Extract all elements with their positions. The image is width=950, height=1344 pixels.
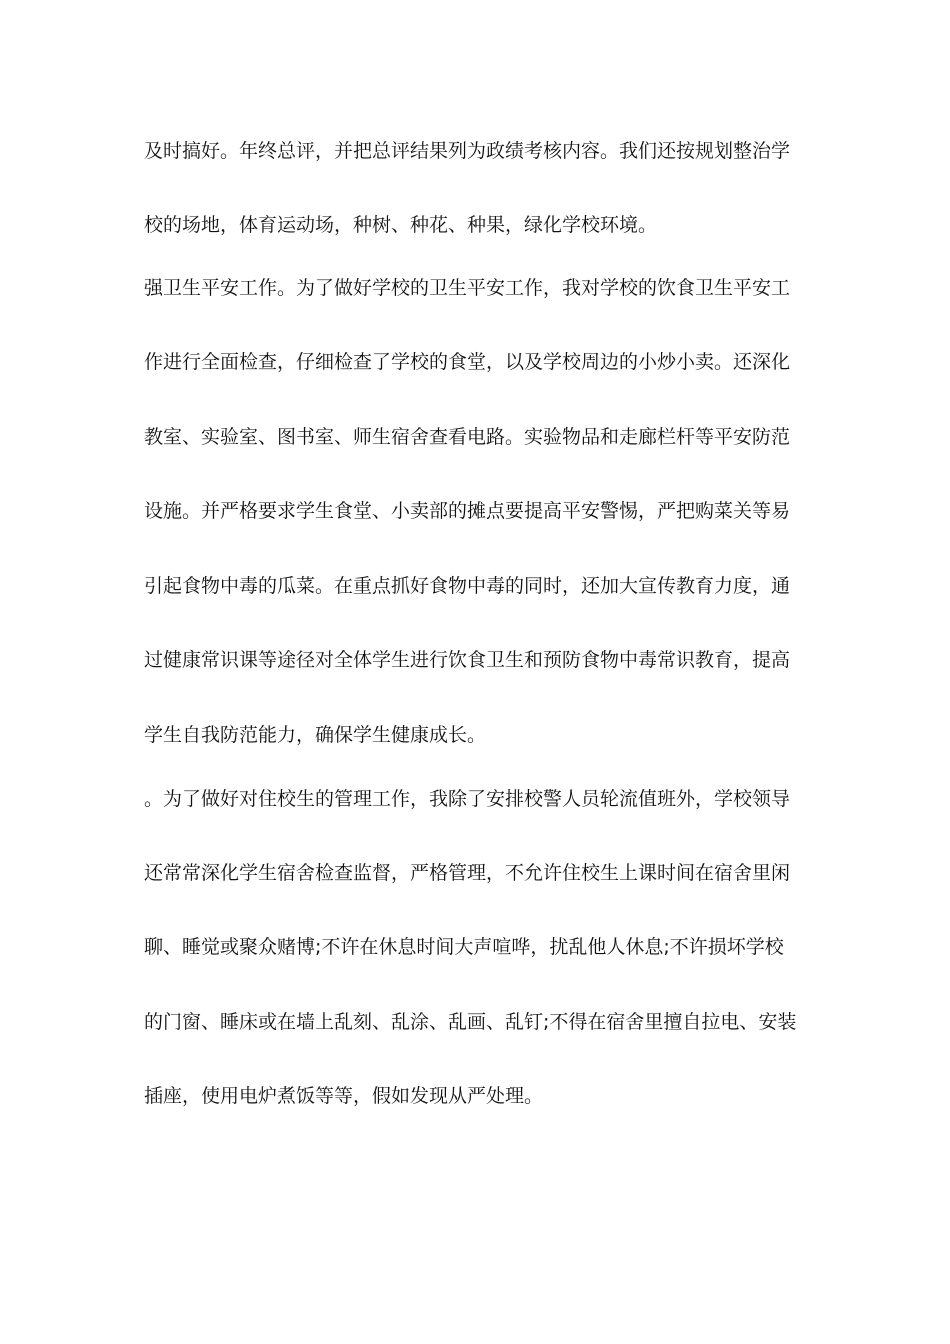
paragraph-line: 教室、实验室、图书室、师生宿舍查看电路。实验物品和走廊栏杆等平安防范 bbox=[144, 426, 791, 448]
paragraph-line: 插座，使用电炉煮饭等等，假如发现从严处理。 bbox=[144, 1085, 544, 1107]
paragraph-line: 引起食物中毒的瓜菜。在重点抓好食物中毒的同时，还加大宣传教育力度，通 bbox=[144, 575, 791, 597]
paragraph-line: 校的场地，体育运动场，种树、种花、种果，绿化学校环境。 bbox=[144, 214, 658, 236]
paragraph-line: 设施。并严格要求学生食堂、小卖部的摊点要提高平安警惕，严把购菜关等易 bbox=[144, 500, 791, 522]
paragraph-line: 聊、睡觉或聚众赌博;不许在休息时间大声喧哗，扰乱他人休息;不许损坏学校 bbox=[144, 936, 784, 958]
paragraph-line: 的门窗、睡床或在墙上乱刻、乱涂、乱画、乱钉;不得在宿舍里擅自拉电、安装 bbox=[144, 1011, 797, 1033]
paragraph-line: 作进行全面检查，仔细检查了学校的食堂，以及学校周边的小炒小卖。还深化 bbox=[144, 351, 791, 373]
paragraph-line: 。为了做好对住校生的管理工作，我除了安排校警人员轮流值班外，学校领导 bbox=[144, 788, 791, 810]
paragraph-line: 强卫生平安工作。为了做好学校的卫生平安工作，我对学校的饮食卫生平安工 bbox=[144, 277, 791, 299]
paragraph-line: 及时搞好。年终总评，并把总评结果列为政绩考核内容。我们还按规划整治学 bbox=[144, 140, 791, 162]
paragraph-line: 过健康常识课等途径对全体学生进行饮食卫生和预防食物中毒常识教育，提高 bbox=[144, 649, 791, 671]
paragraph-line: 学生自我防范能力，确保学生健康成长。 bbox=[144, 724, 487, 746]
paragraph-line: 还常常深化学生宿舍检查监督，严格管理，不允许住校生上课时间在宿舍里闲 bbox=[144, 862, 791, 884]
